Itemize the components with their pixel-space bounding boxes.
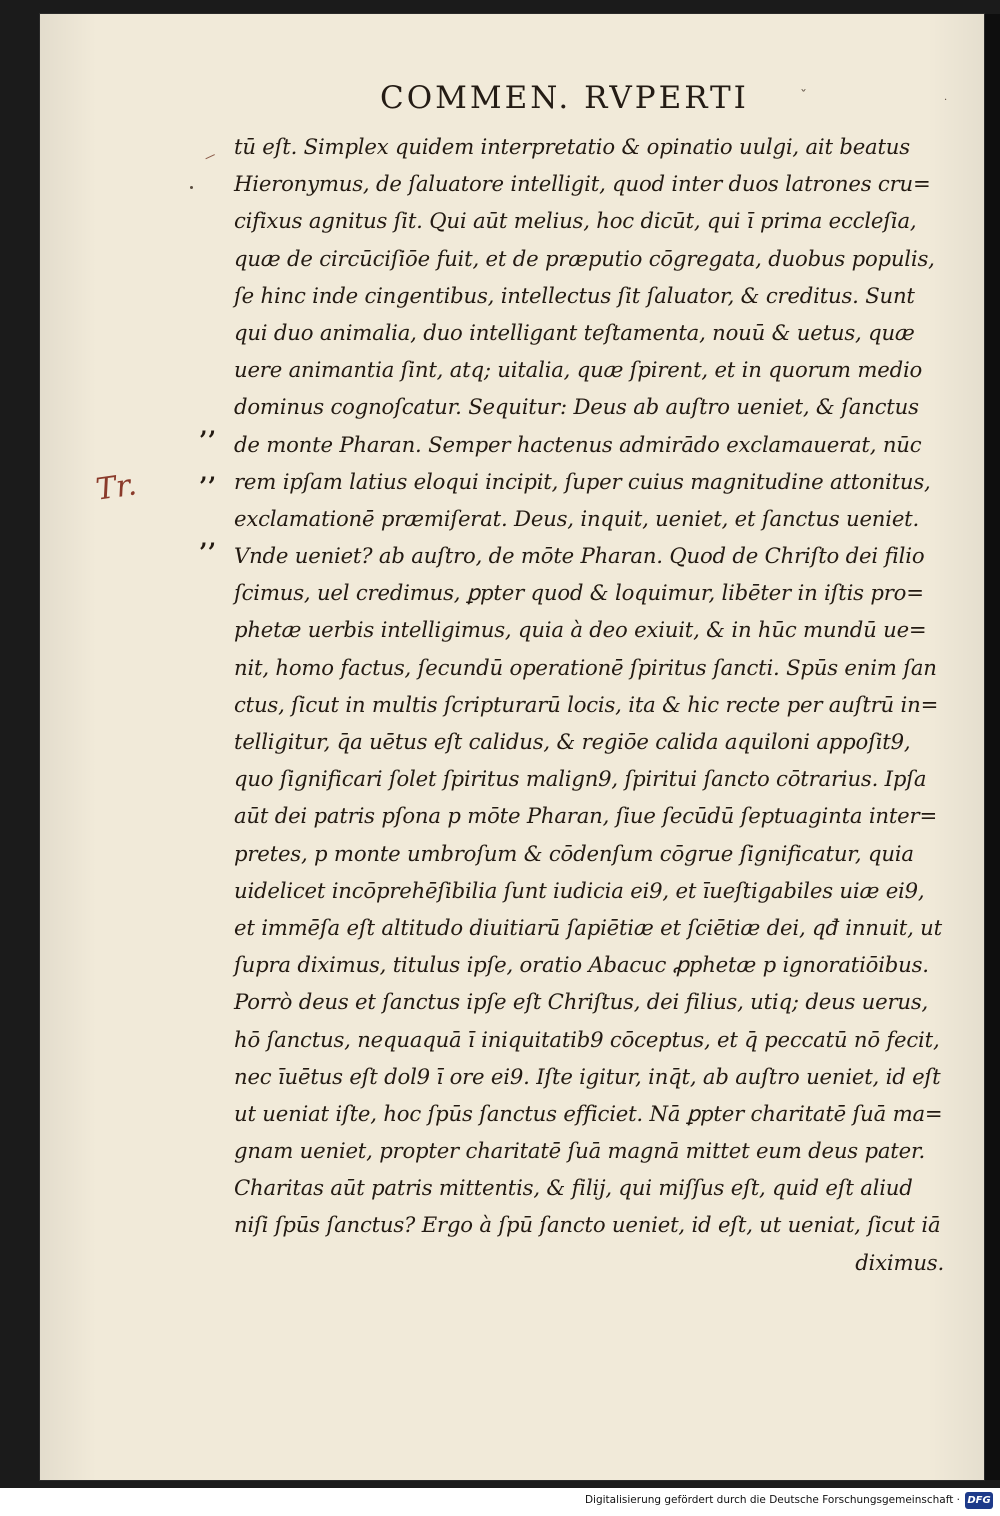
quotation-mark-3: ,, (200, 526, 218, 552)
text-line: et immēſa eſt altitudo diuitiarū ſapiētiæ et ſciētiæ dei, qđ innuit, ut (234, 914, 942, 940)
text-line: pretes, p monte umbroſum & cōdenſum cōgrue ſignificatur, quia (234, 840, 914, 866)
dfg-logo: DFG (965, 1492, 993, 1509)
margin-annotation: Tr. (93, 467, 139, 508)
text-line: phetæ uerbis intelligimus, quia à deo exiuit, & in hūc mundū ue= (234, 617, 927, 643)
text-line: Vnde ueniet? ab auſtro, de mōte Pharan. Quod de Chriſto dei filio (234, 543, 925, 569)
digitization-footer (0, 1488, 1000, 1516)
text-line: ſupra diximus, titulus ipſe, oratio Abacuc ꝓphetæ p ignoratiōibus. (234, 952, 929, 978)
text-line: Porrò deus et ſanctus ipſe eſt Chriſtus, dei filius, utiq; deus uerus, (234, 989, 929, 1015)
text-line: Hieronymus, de ſaluatore intelligit, quod inter duos latrones cru= (234, 171, 931, 197)
text-line: uidelicet incōprehēſibilia ſunt iudicia ei9, et īueſtigabiles uiæ ei9, (234, 877, 925, 903)
footer-credit: Digitalisierung gefördert durch die Deutsche Forschungsgemeinschaft · (584, 1494, 960, 1506)
text-line: telligitur, q̄a uētus eſt calidus, & regiōe calida aquiloni appoſit9, (234, 729, 911, 754)
text-line: tū eſt. Simplex quidem interpretatio & opinatio uulgi, ait beatus (234, 134, 910, 159)
text-line: nec īuētus eſt dol9 ī ore ei9. Iſte igitur, inq̄t, ab auſtro ueniet, id eſt (234, 1063, 941, 1089)
margin-dot (190, 186, 193, 189)
text-line: de monte Pharan. Semper hactenus admirādo exclamauerat, nūc (234, 431, 922, 457)
text-line: niſi ſpūs ſanctus? Ergo à ſpū ſancto ueniet, id eſt, ut ueniat, ſicut iā (234, 1212, 941, 1238)
book-spine-edge (984, 14, 1000, 1480)
text-line: uere animantia ſint, atq; uitalia, quæ ſpirent, et in quorum medio (234, 357, 923, 383)
text-line: ut ueniat iſte, hoc ſpūs ſanctus efficiet. Nā ꝑpter charitatē ſuā ma= (234, 1100, 943, 1126)
text-line: quæ de circūciſiōe fuit, et de præputio cōgregata, duobus populis, (234, 245, 935, 271)
text-line: cifixus agnitus ſit. Qui aūt melius, hoc dicūt, qui ī prima eccleſia, (234, 208, 917, 234)
body-text (234, 128, 952, 1281)
corner-mark: · (944, 95, 948, 106)
text-line: exclamationē præmiſerat. Deus, inquit, ueniet, et ſanctus ueniet. (234, 505, 920, 531)
quotation-mark-1: ,, (200, 414, 218, 440)
text-line: aūt dei patris pſona p mōte Pharan, ſiue ſecūdū ſeptuaginta inter= (234, 803, 938, 829)
text-line: Charitas aūt patris mittentis, & filij, qui miſſus eſt, quid eſt aliud (234, 1175, 913, 1201)
text-line-final: diximus. (855, 1249, 944, 1275)
text-line: gnam ueniet, propter charitatē ſuā magnā mittet eum deus pater. (234, 1138, 926, 1164)
text-line: rem ipſam latius eloqui incipit, ſuper cuius magnitudine attonitus, (234, 468, 931, 494)
running-head-mark: ˇ (800, 88, 807, 104)
text-line: ctus, ſicut in multis ſcripturarū locis, ita & hic recte per auſtrū in= (234, 691, 939, 717)
text-line: qui duo animalia, duo intelligant teſtamenta, nouū & uetus, quæ (234, 319, 915, 345)
text-line: ſe hinc inde cingentibus, intellectus ſit ſaluator, & creditus. Sunt (234, 282, 915, 308)
text-line: nit, homo factus, ſecundū operationē ſpiritus ſancti. Spūs enim ſan (234, 654, 937, 680)
text-line: hō ſanctus, nequaquā ī iniquitatib9 cōceptus, et q̄ peccatū nō fecit, (234, 1026, 940, 1052)
running-head: COMMEN. RVPERTI (380, 80, 749, 116)
pencil-tick-mark (205, 154, 216, 163)
text-line: quo ſignificari ſolet ſpiritus malign9, ſpiritui ſancto cōtrarius. Ipſa (234, 766, 927, 792)
text-line: ſcimus, uel credimus, ꝑpter quod & loquimur, libēter in iſtis pro= (234, 580, 924, 606)
quotation-mark-2: ,, (200, 460, 218, 486)
text-line: dominus cognoſcatur. Sequitur: Deus ab auſtro ueniet, & ſanctus (234, 394, 919, 420)
